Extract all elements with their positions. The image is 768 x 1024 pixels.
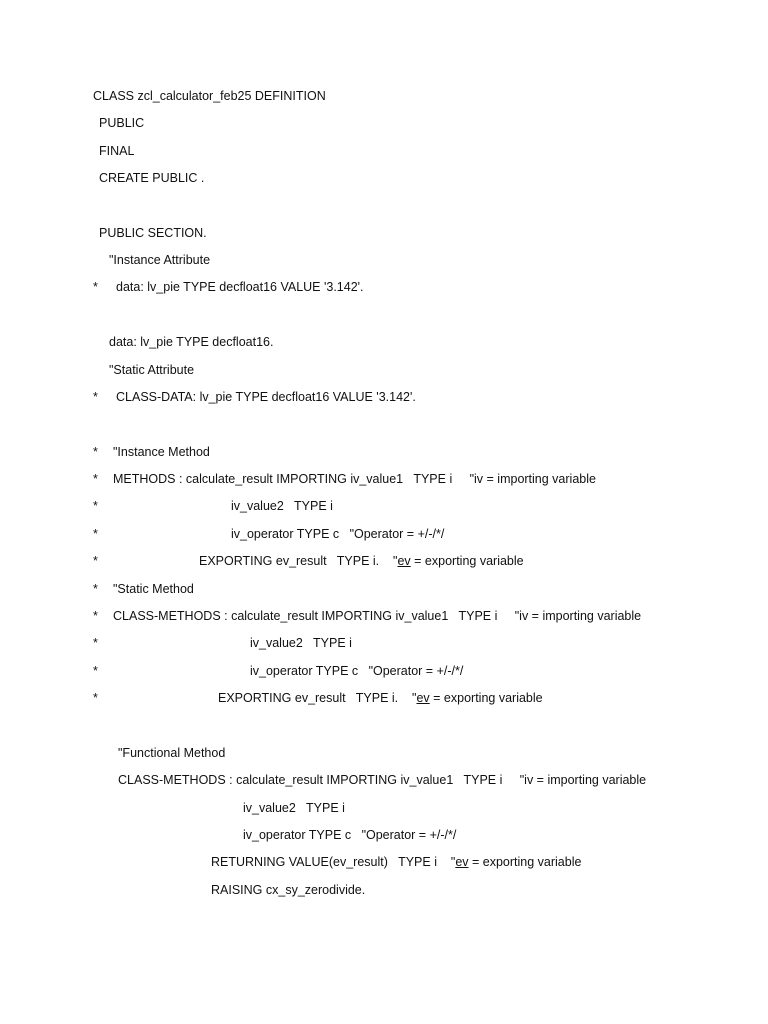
code-line-class-definition: CLASS zcl_calculator_feb25 DEFINITION xyxy=(93,89,326,103)
comment-marker: * xyxy=(93,691,98,705)
code-line-class-data: CLASS-DATA: lv_pie TYPE decfloat16 VALUE '3.142'. xyxy=(116,390,416,404)
code-line-iv-value2: iv_value2 TYPE i xyxy=(250,636,352,650)
comment-marker: * xyxy=(93,609,98,623)
code-line-public: PUBLIC xyxy=(99,116,145,130)
code-line-iv-value2: iv_value2 TYPE i xyxy=(243,801,345,815)
code-text: = exporting variable xyxy=(429,691,543,705)
code-line-exporting xyxy=(199,553,524,569)
code-comment-functional-method: "Functional Method xyxy=(118,746,226,760)
code-line-iv-operator: iv_operator TYPE c "Operator = +/-/*/ xyxy=(231,527,445,541)
comment-marker: * xyxy=(93,664,98,678)
code-line-class-methods-functional: CLASS-METHODS : calculate_result IMPORTING iv_value1 TYPE i "iv = importing variable xyxy=(118,773,647,787)
code-line-public-section: PUBLIC SECTION. xyxy=(99,226,207,240)
code-comment-static-method: "Static Method xyxy=(113,582,194,596)
code-line-class-methods: CLASS-METHODS : calculate_result IMPORTING iv_value1 TYPE i "iv = importing variable xyxy=(113,609,642,623)
code-line-iv-value2: iv_value2 TYPE i xyxy=(231,499,333,513)
comment-marker: * xyxy=(93,472,98,486)
code-line-raising: RAISING cx_sy_zerodivide. xyxy=(211,883,366,897)
code-text: = exporting variable xyxy=(410,554,524,568)
code-line-exporting xyxy=(218,690,543,706)
comment-marker: * xyxy=(93,445,98,459)
comment-marker: * xyxy=(93,390,98,404)
comment-marker: * xyxy=(93,499,98,513)
underlined-ev: ev xyxy=(416,691,430,705)
code-line-returning xyxy=(211,854,581,870)
code-comment-instance-attribute: "Instance Attribute xyxy=(109,253,211,267)
comment-marker: * xyxy=(93,280,98,294)
code-line-methods: METHODS : calculate_result IMPORTING iv_value1 TYPE i "iv = importing variable xyxy=(113,472,596,486)
comment-marker: * xyxy=(93,554,98,568)
comment-marker: * xyxy=(93,636,98,650)
code-line-iv-operator: iv_operator TYPE c "Operator = +/-/*/ xyxy=(250,664,464,678)
code-text: EXPORTING ev_result TYPE i. " xyxy=(199,554,398,568)
underlined-ev: ev xyxy=(397,554,411,568)
code-text: RETURNING VALUE(ev_result) TYPE i " xyxy=(211,855,456,869)
code-line-create-public: CREATE PUBLIC . xyxy=(99,171,205,185)
code-line-final: FINAL xyxy=(99,144,135,158)
comment-marker: * xyxy=(93,582,98,596)
underlined-ev: ev xyxy=(455,855,469,869)
code-comment-static-attribute: "Static Attribute xyxy=(109,363,195,377)
code-text: = exporting variable xyxy=(468,855,582,869)
code-text: EXPORTING ev_result TYPE i. " xyxy=(218,691,417,705)
code-line-data: data: lv_pie TYPE decfloat16. xyxy=(109,335,274,349)
code-line-iv-operator: iv_operator TYPE c "Operator = +/-/*/ xyxy=(243,828,457,842)
code-comment-instance-method: "Instance Method xyxy=(113,445,210,459)
code-line-data-value: data: lv_pie TYPE decfloat16 VALUE '3.142'. xyxy=(116,280,364,294)
comment-marker: * xyxy=(93,527,98,541)
